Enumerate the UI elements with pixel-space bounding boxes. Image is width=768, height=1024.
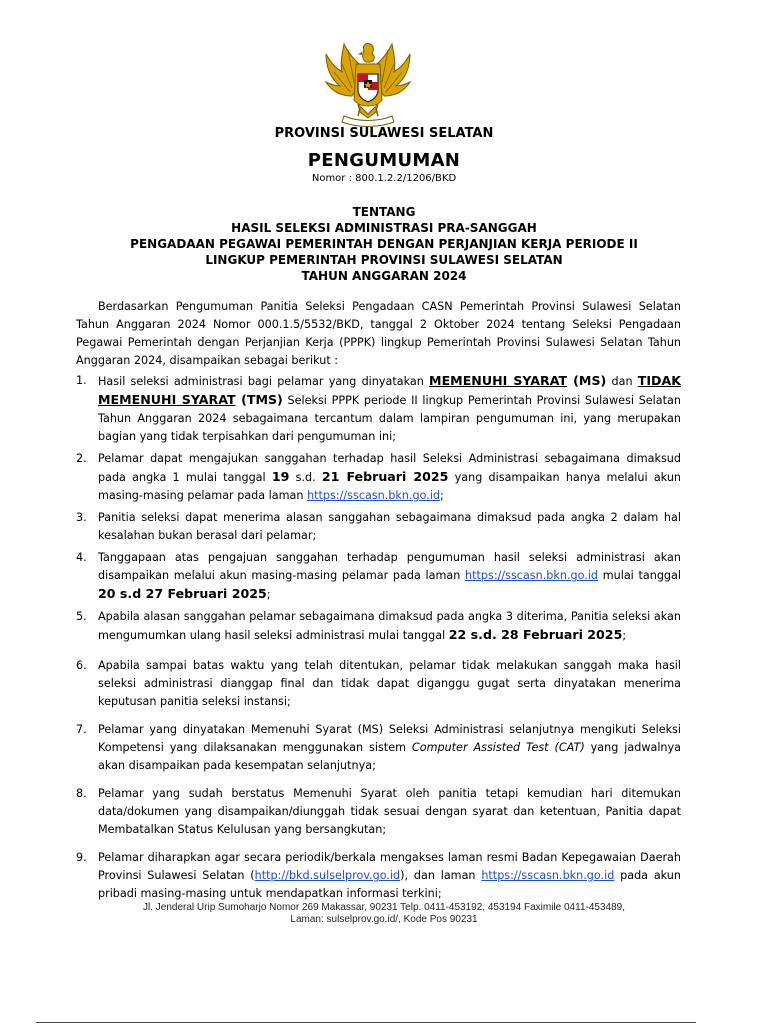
list-item: [76, 785, 681, 839]
item-number: 9.: [76, 851, 87, 864]
list-item: [76, 721, 681, 775]
sscasn-link[interactable]: https://sscasn.bkn.go.id: [465, 569, 599, 582]
item-text: mulai tanggal: [598, 569, 681, 582]
item-text: Pelamar diharapkan agar secara periodik/berkala mengakses laman resmi Badan Kepegawaian Daerah Provinsi Sulawesi Selatan (: [98, 851, 681, 882]
item-text: Apabila sampai batas waktu yang telah ditentukan, pelamar tidak melakukan sanggah maka hasil seleksi administrasi dianggap final dan tidak dapat diganggu gugat serta dinyatakan menerima keputusan panitia seleksi instansi;: [98, 659, 681, 708]
address-footer: [0, 902, 768, 926]
list-item: [76, 372, 681, 446]
item-text: ), dan laman: [400, 869, 482, 882]
item-text: yang jadwalnya akan disampaikan pada kesempatan selanjutnya;: [98, 741, 681, 772]
item-number: 4.: [76, 551, 87, 564]
tms-abbrev: (TMS): [235, 392, 283, 407]
announcement-body: [76, 298, 681, 903]
item-text: Hasil seleksi administrasi bagi pelamar yang dinyatakan: [98, 375, 430, 388]
item-text: ;: [440, 489, 444, 502]
list-item: [76, 509, 681, 545]
subject-line: HASIL SELEKSI ADMINISTRASI PRA-SANGGAH: [231, 221, 537, 235]
footer-address-line: Jl. Jenderal Urip Sumoharjo Nomor 269 Makassar, 90231 Telp. 0411-453192, 453194 Faximile 0411-453489,: [143, 902, 625, 913]
item-number: 8.: [76, 787, 87, 800]
bottom-divider: [36, 1022, 696, 1023]
document-number: Nomor : 800.1.2.2/1206/BKD: [311, 173, 457, 184]
item-text: Seleksi PPPK periode II lingkup Pemerintah Provinsi Sulawesi Selatan Tahun Anggaran 2024 sebagaimana tercantum dalam lampiran pengumuman ini, yang merupakan bagian yang tidak terpisahkan dari pengumuman ini;: [98, 394, 681, 443]
garuda-pancasila-emblem-icon: [318, 42, 418, 128]
item-text: Pelamar dapat mengajukan sanggahan terhadap hasil Seleksi Administrasi sebagaimana dimaksud pada angka 1 mulai tanggal: [98, 452, 681, 484]
item-text: ;: [266, 588, 271, 601]
subject-line: TAHUN ANGGARAN 2024: [301, 269, 467, 283]
item-text: dan: [606, 375, 638, 388]
item-number: 7.: [76, 723, 87, 736]
list-item: [76, 549, 681, 604]
item-text: ;: [622, 629, 627, 642]
item-text: Pelamar yang sudah berstatus Memenuhi Syarat oleh panitia tetapi kemudian hari ditemukan data/dokumen yang disampaikan/diunggah tidak sesuai dengan syarat dan ketentuan, Panitia dapat Membatalkan Status Kelulusan yang bersangkutan;: [98, 787, 681, 836]
list-item: [76, 450, 681, 505]
tms-label: TIDAK MEMENUHI SYARAT: [98, 373, 681, 407]
response-dates: 20 s.d 27 Februari 2025: [98, 586, 267, 601]
item-number: 2.: [76, 452, 87, 465]
item-text: yang disampaikan hanya melalui akun masing-masing pelamar pada laman: [98, 471, 682, 502]
intro-paragraph: Berdasarkan Pengumuman Panitia Seleksi Pengadaan CASN Pemerintah Provinsi Sulawesi Selatan Tahun Anggaran 2024 Nomor 000.1.5/5532/BKD, tanggal 2 Oktober 2024 tentang Seleksi Pengadaan Pegawai Pemerintah dengan Perjanjian Kerja (PPPK) lingkup Pemerintah Provinsi Sulawesi Selatan Tahun Anggaran 2024, disampaikan sebagai berikut :: [76, 300, 681, 367]
sscasn-link[interactable]: https://sscasn.bkn.go.id: [481, 869, 615, 882]
item-number: 3.: [76, 511, 87, 524]
item-number: 1.: [76, 374, 87, 387]
item-text: Apabila alasan sanggahan pelamar sebagaimana dimaksud pada angka 3 diterima, Panitia seleksi akan mengumumkan ulang hasil seleksi administrasi mulai tanggal: [98, 610, 681, 642]
footer-website-line: Laman: sulselprov.go.id/, Kode Pos 90231: [290, 914, 478, 925]
date-start: 19: [271, 469, 290, 484]
list-item: [76, 608, 681, 645]
item-text: Pelamar yang dinyatakan Memenuhi Syarat (MS) Seleksi Administrasi selanjutnya mengikuti Seleksi Kompetensi yang dilaksanakan menggunakan sistem: [98, 723, 681, 754]
subject-line: TENTANG: [352, 205, 416, 219]
announcement-list: [76, 372, 681, 903]
list-item: [76, 849, 681, 903]
item-text: Tanggapaan atas pengajuan sanggahan terhadap pengumuman hasil seleksi administrasi akan disampaikan melalui akun masing-masing pelamar pada laman: [98, 551, 681, 582]
subject-line: LINGKUP PEMERINTAH PROVINSI SULAWESI SELATAN: [205, 253, 563, 267]
cat-term: Computer Assisted Test (CAT): [411, 741, 585, 754]
page-title: PENGUMUMAN: [307, 150, 461, 171]
ms-abbrev: (MS): [567, 373, 607, 388]
item-text: s.d.: [289, 471, 322, 484]
date-end: 21 Februari 2025: [321, 469, 449, 484]
item-text: Panitia seleksi dapat menerima alasan sanggahan sebagaimana dimaksud pada angka 2 dalam hal kesalahan bukan berasal dari pelamar;: [98, 511, 681, 542]
item-number: 6.: [76, 659, 87, 672]
reannouncement-dates: 22 s.d. 28 Februari 2025: [448, 627, 623, 642]
bkd-link[interactable]: http://bkd.sulselprov.go.id: [254, 869, 401, 882]
province-heading: PROVINSI SULAWESI SELATAN: [274, 126, 494, 141]
item-number: 5.: [76, 610, 87, 623]
subject-line: PENGADAAN PEGAWAI PEMERINTAH DENGAN PERJANJIAN KERJA PERIODE II: [130, 237, 638, 251]
sscasn-link[interactable]: https://sscasn.bkn.go.id: [307, 489, 441, 502]
list-item: [76, 657, 681, 711]
subject-block: [0, 204, 768, 284]
item-text: pada akun pribadi masing-masing untuk mendapatkan informasi terkini;: [98, 869, 681, 900]
ms-label: MEMENUHI SYARAT: [429, 373, 568, 388]
